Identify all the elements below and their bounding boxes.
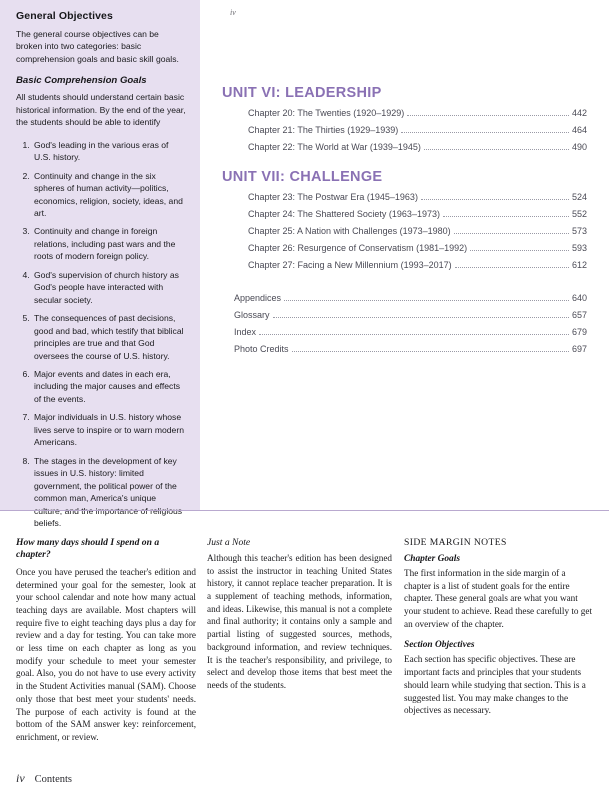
leader-dots	[401, 132, 569, 133]
leader-dots	[259, 334, 569, 335]
toc-entry[interactable]	[222, 344, 587, 355]
toc-entry[interactable]	[222, 142, 587, 153]
toc-entry-label: Photo Credits	[234, 344, 289, 354]
unit-block-leadership	[222, 85, 587, 153]
leader-dots	[421, 199, 569, 200]
toc-entry-page: 593	[571, 243, 587, 253]
toc-entry-page: 657	[571, 310, 587, 320]
footer-title: Contents	[34, 774, 73, 785]
page-folio-top: iv	[230, 8, 236, 17]
note-body: Although this teacher's edition has been designed to assist the instructor in teaching United States history, it cannot replace teacher preparation. It is a supplement of teaching methods, information, and ideas. Likewise, this manual is not a complete and final authority; it contains only a sample and partial listing of suggested sources, methods, background information, and review techniques. It is the teacher's responsibility, and privilege, to select and develop those items that best meet the needs of the students.	[207, 553, 392, 690]
sidebar-title: General Objectives	[16, 10, 113, 22]
unit-heading: UNIT VI: LEADERSHIP	[222, 85, 382, 101]
toc-entry[interactable]	[222, 108, 587, 119]
leader-dots	[284, 300, 569, 301]
toc-entry[interactable]	[222, 260, 587, 271]
bottom-notes-region	[0, 510, 609, 800]
note-column-just-a-note	[207, 511, 392, 692]
note-heading: SIDE MARGIN NOTES	[404, 537, 507, 548]
toc-entry-label: Chapter 24: The Shattered Society (1963–1973)	[248, 209, 440, 219]
toc-entry-page: 640	[571, 293, 587, 303]
toc-entry-label: Appendices	[234, 293, 282, 303]
toc-entry-page: 679	[571, 327, 587, 337]
toc-entry-page: 464	[571, 125, 587, 135]
toc-entry-label: Chapter 25: A Nation with Challenges (1973–1980)	[248, 226, 451, 236]
leader-dots	[443, 216, 569, 217]
toc-entry[interactable]	[222, 310, 587, 321]
note-column-side-margin-notes	[404, 511, 594, 727]
list-item: 6. Major events and dates in each era, including the major causes and effects of the events.	[32, 368, 186, 405]
page-footer	[16, 771, 72, 786]
objectives-list	[16, 139, 186, 530]
toc-entry-label: Glossary	[234, 310, 270, 320]
toc-entry-label: Chapter 23: The Postwar Era (1945–1963)	[248, 192, 418, 202]
leader-dots	[470, 250, 569, 251]
leader-dots	[454, 233, 569, 234]
toc-entry-page: 552	[571, 209, 587, 219]
note-body-section-objectives: Each section has specific objectives. These are important facts and principles that your students should learn while studying that section. This is a suggested list. You may make changes to the objectives as necessary.	[404, 654, 586, 716]
list-item: 2. Continuity and change in the six spheres of human activity—politics, economics, religion, society, ideas, and art.	[32, 170, 186, 220]
note-heading: Just a Note	[207, 537, 251, 548]
backmatter-entries	[222, 293, 587, 355]
toc-entry[interactable]	[222, 243, 587, 254]
unit-block-challenge	[222, 169, 587, 271]
general-objectives-sidebar	[0, 0, 200, 528]
leader-dots	[273, 317, 569, 318]
sidebar-sub-intro-paragraph: All students should understand certain basic historical information. By the end of the year, the students should be able to identify	[16, 92, 186, 128]
list-item: 4. God's supervision of church history as God's people have interacted with secular society.	[32, 269, 186, 306]
list-item: 5. The consequences of past decisions, good and bad, which testify that biblical principles are true and that God oversees the course of U.S. history.	[32, 312, 186, 362]
toc-entry-label: Chapter 22: The World at War (1939–1945)	[248, 142, 421, 152]
list-item: 7. Major individuals in U.S. history whose lives serve to inspire or to warn modern Americans.	[32, 411, 186, 448]
footer-folio: iv	[16, 771, 25, 785]
toc-entry-page: 573	[571, 226, 587, 236]
toc-entry-label: Chapter 26: Resurgence of Conservatism (1981–1992)	[248, 243, 468, 253]
list-item: 8. The stages in the development of key issues in U.S. history: limited government, the political power of the common man, America's unique culture, and the importance of religious beliefs.	[32, 455, 186, 530]
note-heading: How many days should I spend on a chapter?	[16, 537, 160, 561]
leader-dots	[292, 351, 569, 352]
toc-entry-page: 697	[571, 344, 587, 354]
toc-entry-page: 524	[571, 192, 587, 202]
leader-dots	[407, 115, 569, 116]
table-of-contents-panel	[200, 0, 609, 510]
toc-entry[interactable]	[222, 192, 587, 203]
toc-entry[interactable]	[222, 327, 587, 338]
note-body: Once you have perused the teacher's edition and determined your goal for the semester, look at your school calendar and note how many actual teaching days are available. Most chapters will require five to eight teaching days plus a day for review and a day for testing. You can take more or less time on each chapter as long as you modify your schedule to meet your semester goal. Also, you do not have to use every activity in the Student Activities manual (SAM). Choose only those that best meet your students' needs. The purpose of each activity is found at the bottom of the SAM answer key: reinforcement, enrichment, or review.	[16, 566, 196, 742]
sidebar-subtitle: Basic Comprehension Goals	[16, 75, 147, 87]
note-subheading-chapter-goals: Chapter Goals	[404, 554, 460, 564]
toc-entry[interactable]	[222, 226, 587, 237]
toc-entry[interactable]	[222, 209, 587, 220]
toc-entry[interactable]	[222, 293, 587, 304]
leader-dots	[455, 267, 569, 268]
unit-heading: UNIT VII: CHALLENGE	[222, 169, 383, 185]
toc-entry-label: Chapter 21: The Thirties (1929–1939)	[248, 125, 399, 135]
toc-entry-label: Chapter 27: Facing a New Millennium (1993–2017)	[248, 260, 452, 270]
toc-entry-page: 490	[571, 142, 587, 152]
note-subheading-section-objectives: Section Objectives	[404, 640, 475, 651]
note-column-days-per-chapter	[16, 511, 196, 744]
note-body-chapter-goals: The first information in the side margin of a chapter is a list of student goals for the entire chapter. These general goals are what you want your student to achieve. Read these carefully to get an overview of the chapter.	[404, 568, 593, 629]
toc-entry[interactable]	[222, 125, 587, 136]
leader-dots	[424, 149, 569, 150]
toc-entry-label: Index	[234, 327, 257, 337]
list-item: 3. Continuity and change in foreign relations, including past wars and the roots of modern foreign policy.	[32, 225, 186, 262]
list-item: 1. God's leading in the various eras of U.S. history.	[32, 139, 186, 164]
toc-entry-label: Chapter 20: The Twenties (1920–1929)	[248, 108, 405, 118]
sidebar-intro-paragraph: The general course objectives can be broken into two categories: basic comprehension goals and basic skill goals.	[16, 29, 179, 64]
toc-entry-page: 442	[571, 108, 587, 118]
toc-entry-page: 612	[571, 260, 587, 270]
